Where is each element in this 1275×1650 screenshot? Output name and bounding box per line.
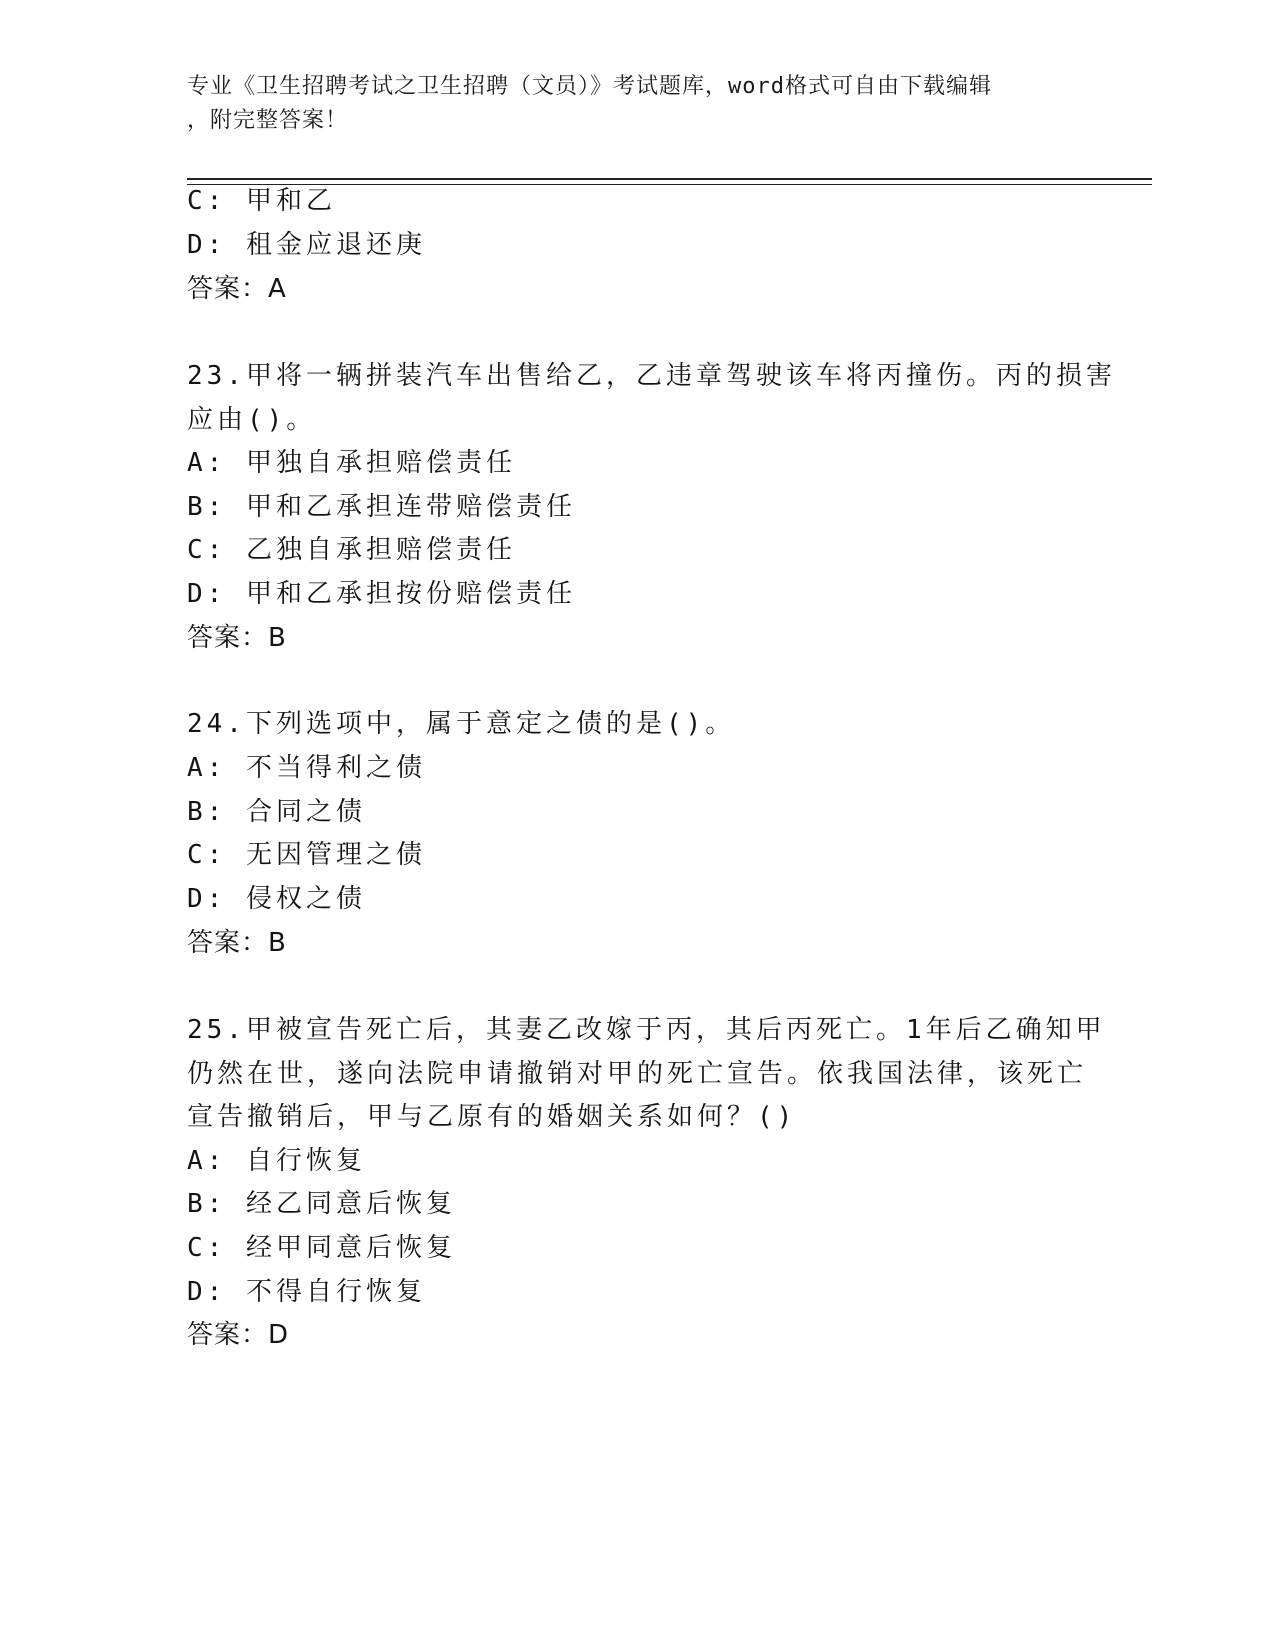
answer-line: 答案：A xyxy=(187,274,287,304)
question-stem-line: 24.下列选项中，属于意定之债的是()。 xyxy=(187,709,736,739)
question-stem-line: 23.甲将一辆拼装汽车出售给乙，乙违章驾驶该车将丙撞伤。丙的损害 xyxy=(187,361,1116,391)
option-c: C: 甲和乙 xyxy=(187,186,336,216)
option-c: C: 乙独自承担赔偿责任 xyxy=(187,535,516,565)
option-a: A: 不当得利之债 xyxy=(187,753,426,783)
option-b: B: 经乙同意后恢复 xyxy=(187,1189,456,1219)
answer-line: 答案：D xyxy=(187,1320,290,1350)
option-a: A: 甲独自承担赔偿责任 xyxy=(187,448,516,478)
question-stem-line: 仍然在世，遂向法院申请撤销对甲的死亡宣告。依我国法律，该死亡 xyxy=(187,1059,1088,1089)
answer-line: 答案：B xyxy=(187,928,287,958)
answer-line: 答案：B xyxy=(187,623,287,653)
option-a: A: 自行恢复 xyxy=(187,1146,366,1176)
option-d: D: 不得自行恢复 xyxy=(187,1277,426,1307)
header-line-2: ，附完整答案！ xyxy=(187,108,349,133)
option-d: D: 甲和乙承担按份赔偿责任 xyxy=(187,579,576,609)
option-c: C: 无因管理之债 xyxy=(187,840,426,870)
header-line-1: 专业《卫生招聘考试之卫生招聘（文员）》考试题库，word格式可自由下载编辑 xyxy=(187,74,992,99)
option-d: D: 租金应退还庚 xyxy=(187,230,426,260)
option-c: C: 经甲同意后恢复 xyxy=(187,1233,456,1263)
option-b: B: 合同之债 xyxy=(187,797,366,827)
header-divider-thick xyxy=(187,178,1152,180)
document-header xyxy=(187,70,1067,138)
question-stem-line: 应由()。 xyxy=(187,405,317,435)
question-stem-line: 25.甲被宣告死亡后，其妻乙改嫁于丙，其后丙死亡。1年后乙确知甲 xyxy=(187,1015,1106,1045)
option-b: B: 甲和乙承担连带赔偿责任 xyxy=(187,492,576,522)
question-stem-line: 宣告撤销后，甲与乙原有的婚姻关系如何？() xyxy=(187,1102,797,1132)
option-d: D: 侵权之债 xyxy=(187,884,366,914)
